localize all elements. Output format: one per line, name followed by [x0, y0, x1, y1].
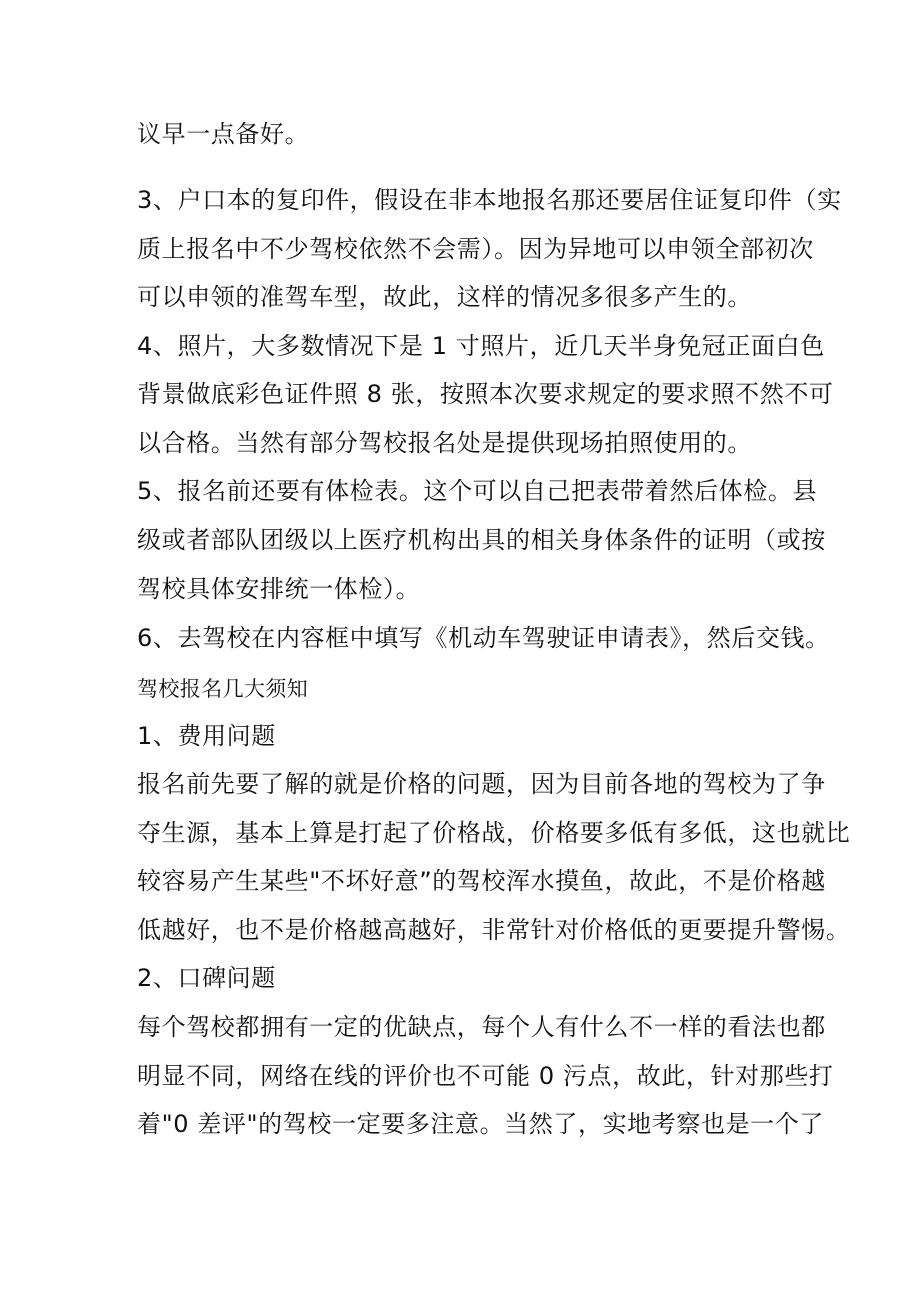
- text-line: 议早一点备好。: [137, 120, 310, 148]
- text-line: 3、户口本的复印件，假设在非本地报名那还要居住证复印件（实: [137, 186, 842, 214]
- text-line: 以合格。当然有部分驾校报名处是提供现场拍照使用的。: [137, 429, 752, 457]
- section-heading: 驾校报名几大须知: [137, 677, 309, 701]
- text-line: 4、照片，大多数情况下是 1 寸照片，近几天半身免冠正面白色: [137, 332, 825, 360]
- text-line: 6、去驾校在内容框中填写《机动车驾驶证申请表》，然后交钱。: [137, 624, 830, 652]
- text-line: 明显不同，网络在线的评价也不可能 0 污点，故此，针对那些打: [137, 1062, 834, 1090]
- text-line: 驾校具体安排统一体检）。: [137, 575, 421, 603]
- text-line: 夺生源，基本上算是打起了价格战，价格要多低有多低，这也就比: [137, 819, 851, 847]
- text-line: 1、费用问题: [137, 722, 276, 750]
- text-line: 每个驾校都拥有一定的优缺点，每个人有什么不一样的看法也都: [137, 1013, 826, 1041]
- text-line: 着"0 差评"的驾校一定要多注意。当然了，实地考察也是一个了: [137, 1110, 824, 1138]
- text-line: 质上报名中不少驾校依然不会需）。因为异地可以申领全部初次: [137, 235, 814, 263]
- text-line: 级或者部队团级以上医疗机构出具的相关身体条件的证明（或按: [137, 526, 826, 554]
- text-line: 较容易产生某些"不坏好意”的驾校浑水摸鱼，故此，不是价格越: [137, 867, 826, 895]
- text-line: 背景做底彩色证件照 8 张，按照本次要求规定的要求照不然不可: [137, 380, 834, 408]
- text-line: 2、口碑问题: [137, 964, 276, 992]
- text-line: 低越好，也不是价格越高越好，非常针对价格低的更要提升警惕。: [137, 916, 851, 944]
- text-line: 5、报名前还要有体检表。这个可以自己把表带着然后体检。县: [137, 477, 818, 505]
- text-line: 可以申领的准驾车型，故此，这样的情况多很多产生的。: [137, 283, 752, 311]
- text-line: 报名前先要了解的就是价格的问题，因为目前各地的驾校为了争: [137, 770, 826, 798]
